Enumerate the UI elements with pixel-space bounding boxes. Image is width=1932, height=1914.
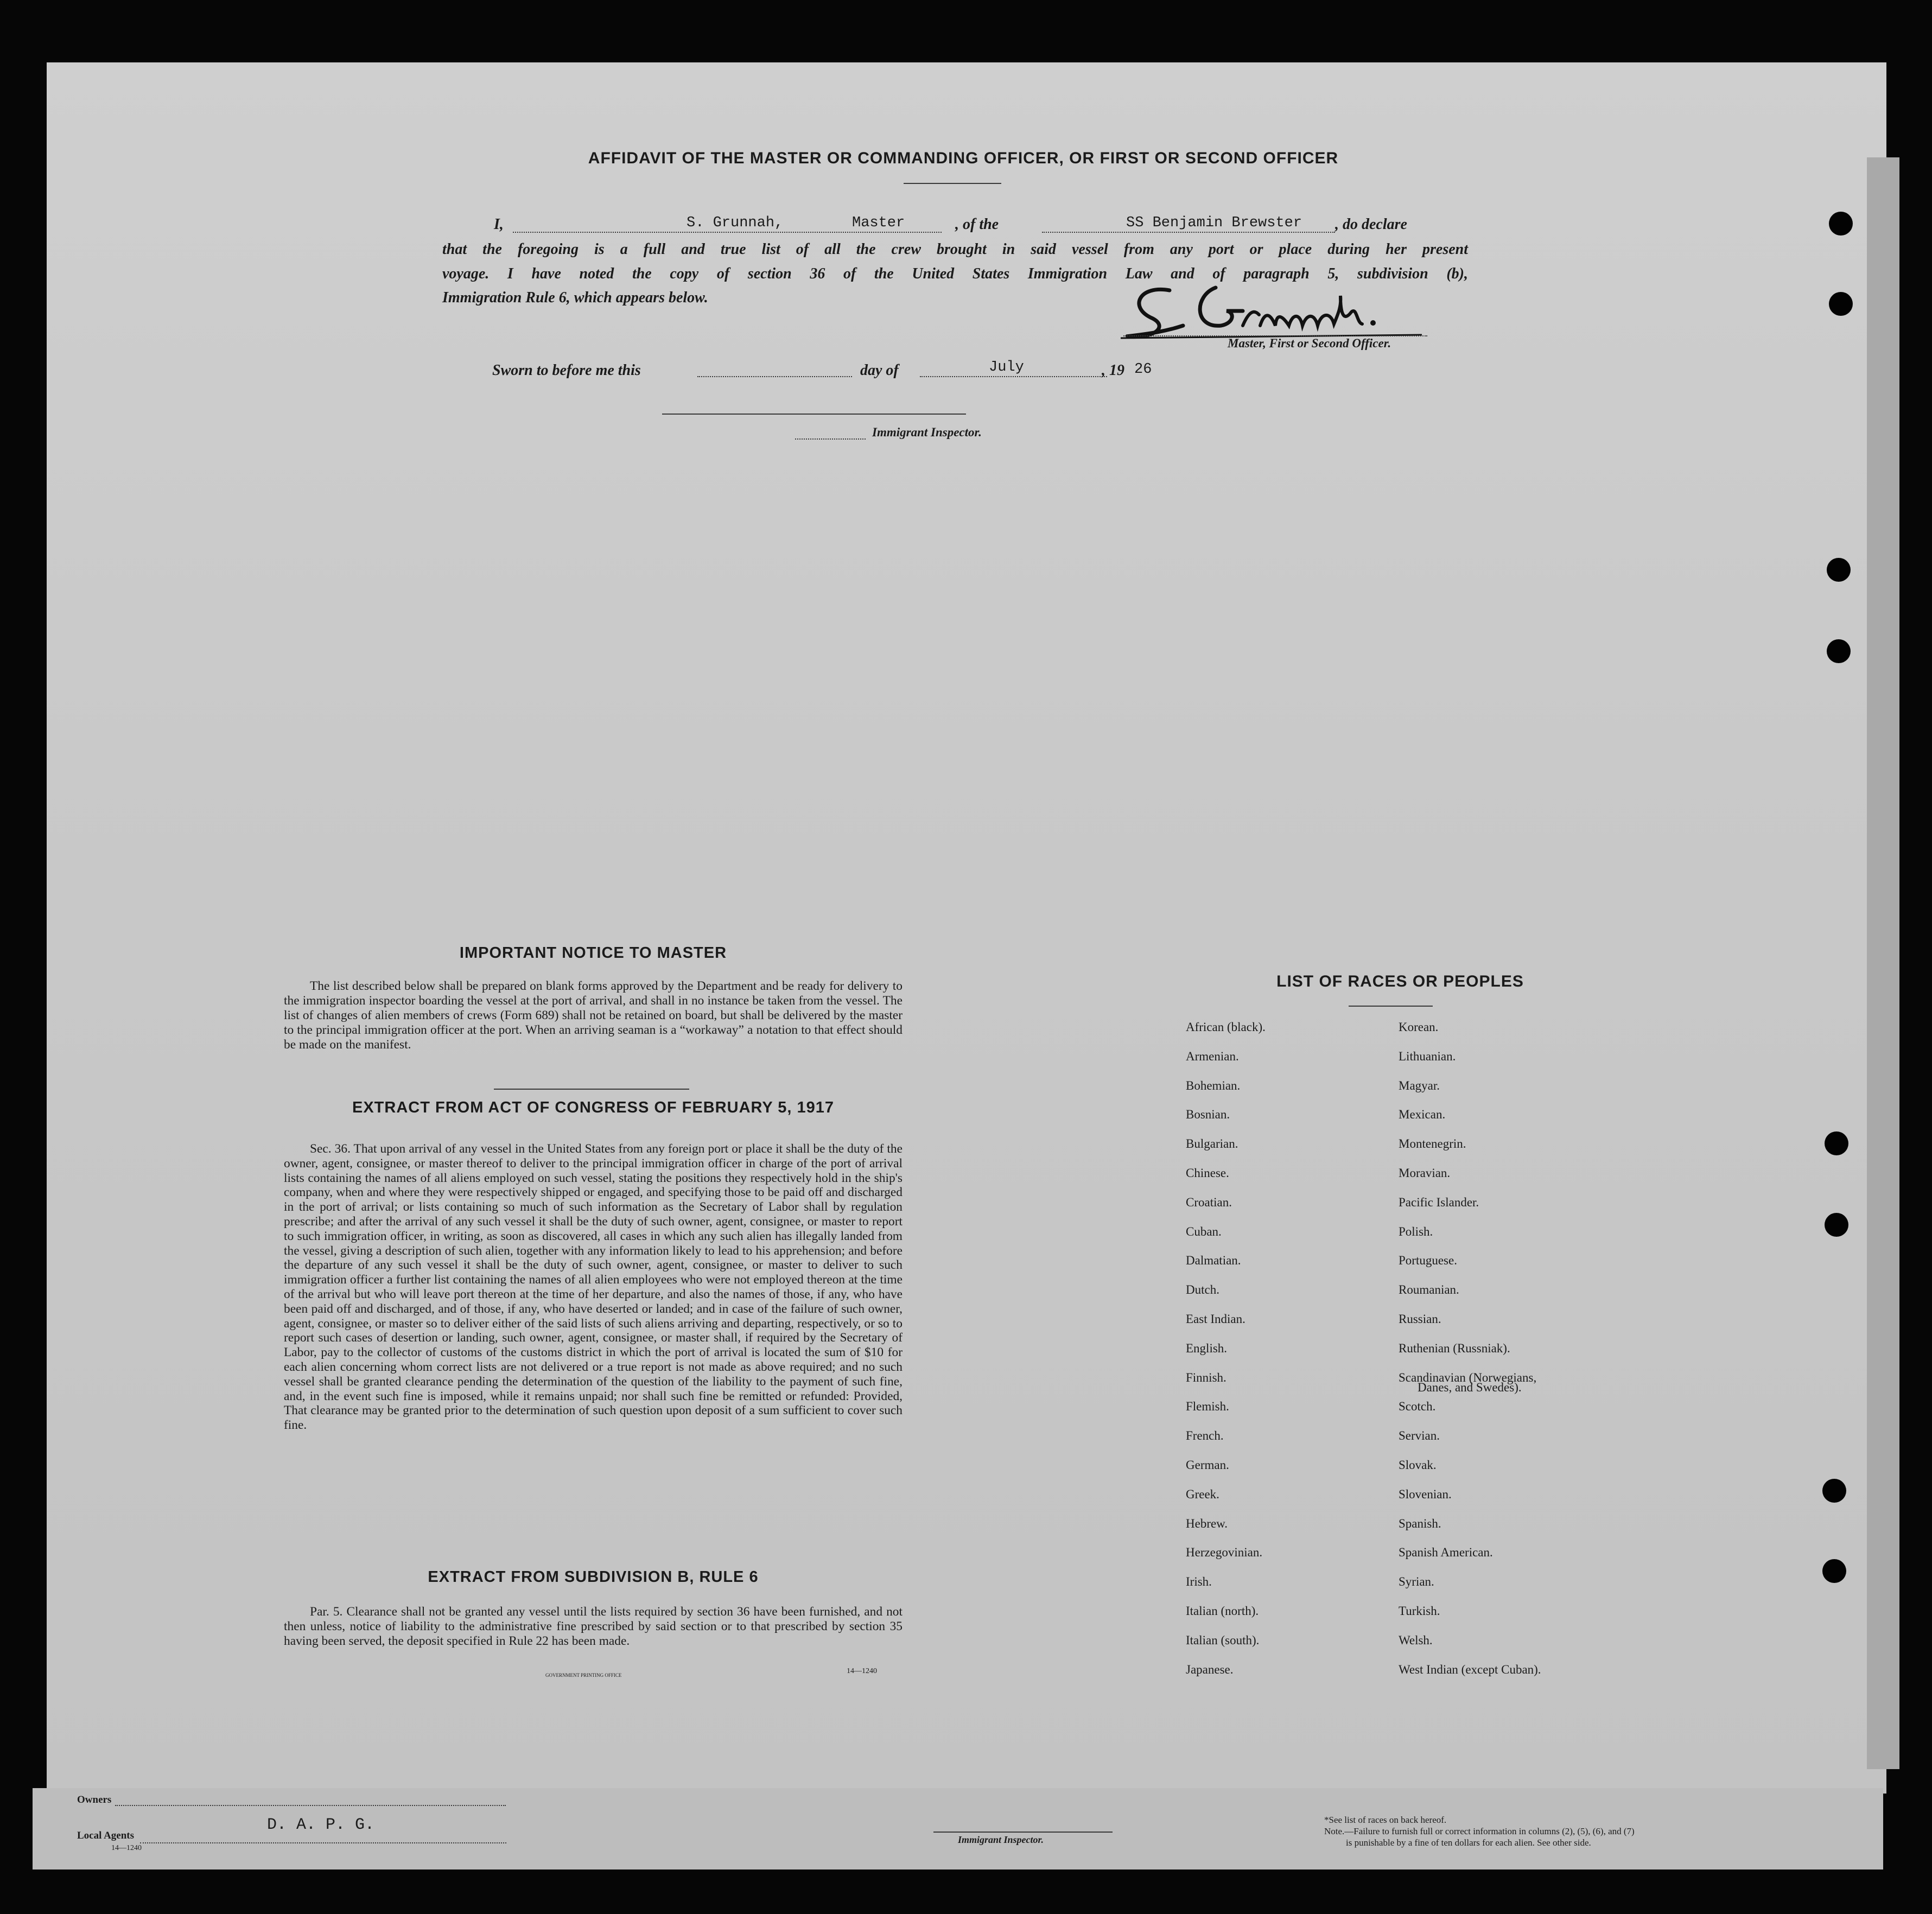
affidavit-line-2: that the foregoing is a full and true list of all the crew brought in said vessel from any port or place during her present [442, 241, 1468, 258]
footer-note-1: Note.—Failure to furnish full or correct information in columns (2), (5), (6), and (7) [1324, 1826, 1635, 1836]
punch-hole [1822, 1479, 1846, 1503]
race-item: Chinese. [1186, 1166, 1229, 1180]
notice-title: IMPORTANT NOTICE TO MASTER [459, 944, 727, 962]
race-scandinavian-cont: Danes, and Swedes). [1418, 1381, 1522, 1394]
race-item: German. [1186, 1458, 1229, 1472]
race-item: Greek. [1186, 1487, 1219, 1501]
extract-rule-title: EXTRACT FROM SUBDIVISION B, RULE 6 [428, 1568, 759, 1586]
race-item: Japanese. [1186, 1662, 1234, 1676]
notice-body-box [284, 979, 903, 1052]
extract-act-body-box [284, 1142, 903, 1433]
race-item: Herzegovinian. [1186, 1546, 1263, 1560]
master-signature [1118, 274, 1427, 345]
race-item: Montenegrin. [1399, 1137, 1466, 1151]
section-divider [494, 1089, 689, 1090]
race-item: Croatian. [1186, 1195, 1232, 1209]
race-item: Dalmatian. [1186, 1254, 1241, 1268]
affidavit-line-3: voyage. I have noted the copy of section 36 of the United States Immigration Law and of paragraph 5, subdivision (b), [442, 265, 1468, 282]
title-underline [904, 183, 1001, 184]
race-item: West Indian (except Cuban). [1399, 1662, 1541, 1676]
underlying-page-edge [1867, 157, 1899, 1769]
document-page [47, 62, 1886, 1794]
race-item: Roumanian. [1399, 1283, 1459, 1297]
master-rank: Master [852, 215, 905, 231]
sworn-text: Sworn to before me this [492, 362, 641, 379]
race-item: Polish. [1399, 1224, 1433, 1238]
inspector-dots [795, 438, 866, 440]
word-of-the: , of the [955, 216, 999, 233]
race-item: Lithuanian. [1399, 1049, 1456, 1063]
vessel-fill-line [1042, 232, 1335, 233]
sworn-day-line [697, 376, 852, 377]
race-item: Welsh. [1399, 1633, 1433, 1647]
word-day-of: day of [860, 362, 899, 379]
race-item: Spanish American. [1399, 1546, 1493, 1560]
race-item: East Indian. [1186, 1312, 1245, 1326]
extract-act-body: Sec. 36. That upon arrival of any vessel in the United States from any foreign port or place it shall be the duty of the owner, agent, consignee, or master thereof to deliver to the principal immigration officer in charge of the port of arrival lists containing the names of all aliens employed on such vessel, stating the positions they respectively hold in the ship's company, when and where they were respectively shipped or engaged, and specifying those to be paid off and discharged in the port of arrival; or lists containing so much of such information as the Secretary of Labor shall by regulation prescribe; and after the arrival of any such vessel it shall be the duty of such owner, agent, consignee, or master to report to such immigration officer, in writing, as soon as discovered, all cases in which any such alien has illegally landed from the vessel, giving a description of such alien, together with any information likely to lead to his apprehension; and before the departure of any such vessel it shall be the duty of such owner, agent, consignee, or master to deliver to such immigration officer a further list containing the names of all alien employees who were not employed thereon at the time of the arrival but who will leave port thereon at the time of her departure, and also the names of those, if any, who have been paid off and discharged, and of those, if any, who have deserted or landed; and in case of the failure of such owner, agent, consignee, or master so to deliver either of the said lists of such aliens arriving and departing, respectively, or so to report such cases of desertion or landing, such owner, agent, consignee, or master shall, if required by the Secretary of Labor, pay to the collector of customs of the customs district in which the port of arrival is located the sum of $10 for each alien concerning whom correct lists are not delivered or a true report is not made as above required; and no such vessel shall be granted clearance pending the determination of the question of the liability to the payment of such fine, and, in the event such fine is imposed, while it remains unpaid; nor shall such fine be remitted or refunded: Provided, That clearance may be granted prior to the determination of such question upon deposit of a sum sufficient to cover such fine. [284, 1142, 903, 1433]
race-item: Italian (north). [1186, 1604, 1259, 1618]
year-prefix: , 19 [1102, 362, 1124, 379]
master-name: S. Grunnah, [687, 215, 784, 231]
race-item: Pacific Islander. [1399, 1195, 1479, 1209]
form-number: 14—1240 [847, 1667, 877, 1675]
extract-rule-body-box [284, 1605, 903, 1649]
races-right-column [1399, 1020, 1541, 1692]
affidavit-line-4: Immigration Rule 6, which appears below. [442, 289, 708, 306]
race-item: Russian. [1399, 1312, 1441, 1326]
vessel-name: SS Benjamin Brewster [1126, 215, 1302, 231]
race-item: Spanish. [1399, 1516, 1441, 1530]
race-item: Irish. [1186, 1575, 1212, 1589]
race-item: Cuban. [1186, 1224, 1222, 1238]
race-item: Bosnian. [1186, 1108, 1230, 1122]
footer-inspector-caption: Immigrant Inspector. [958, 1834, 1044, 1845]
races-left-column [1186, 1020, 1266, 1692]
year-suffix: 26 [1134, 361, 1152, 378]
race-item: Bohemian. [1186, 1078, 1241, 1092]
footer-form-number: 14—1240 [111, 1844, 142, 1852]
race-item: African (black). [1186, 1020, 1266, 1034]
footer-note-2: is punishable by a fine of ten dollars for each alien. See other side. [1346, 1837, 1591, 1848]
extract-act-title: EXTRACT FROM ACT OF CONGRESS OF FEBRUARY 5, 1917 [352, 1099, 835, 1116]
local-agents-line [140, 1842, 506, 1843]
race-item: Finnish. [1186, 1370, 1226, 1384]
race-item: Italian (south). [1186, 1633, 1260, 1647]
punch-hole [1825, 1213, 1848, 1237]
races-title: LIST OF RACES OR PEOPLES [1276, 972, 1524, 990]
race-item: Servian. [1399, 1429, 1440, 1443]
race-item: Portuguese. [1399, 1254, 1457, 1268]
races-title-underline [1349, 1006, 1433, 1007]
race-item: Bulgarian. [1186, 1137, 1238, 1151]
notice-body: The list described below shall be prepared on blank forms approved by the Department and be ready for delivery to the immigration inspector boarding the vessel at the port of arrival, and shall in no instance be taken from the vessel. The list of changes of alien members of crews (Form 689) shall not be retained on board, but shall be delivered by the master to the principal immigration officer at the port. When an arriving seaman is a “workaway” a notation to that effect should be made on the manifest. [284, 979, 903, 1052]
race-item: Turkish. [1399, 1604, 1440, 1618]
punch-hole [1829, 212, 1853, 236]
owners-label: Owners [77, 1794, 112, 1805]
printer-imprint: GOVERNMENT PRINTING OFFICE [545, 1673, 622, 1678]
sworn-month: July [989, 359, 1024, 376]
signature-caption: Master, First or Second Officer. [1228, 336, 1391, 350]
punch-hole [1827, 558, 1851, 582]
race-item: Magyar. [1399, 1078, 1440, 1092]
race-item: Korean. [1399, 1020, 1439, 1034]
punch-hole [1825, 1131, 1848, 1155]
extract-rule-body: Par. 5. Clearance shall not be granted any vessel until the lists required by section 36 have been furnished, and not then unless, notice of liability to the administrative fine prescribed by said section or to that prescribed by section 35 having been served, the deposit specified in Rule 22 has been made. [284, 1605, 903, 1648]
race-item: Flemish. [1186, 1400, 1229, 1414]
inspector-caption: Immigrant Inspector. [872, 425, 982, 439]
local-agents-value: D. A. P. G. [267, 1816, 375, 1834]
name-fill-line [513, 232, 942, 233]
race-item: Armenian. [1186, 1049, 1239, 1063]
punch-hole [1829, 292, 1853, 316]
race-item: French. [1186, 1429, 1224, 1443]
race-item: Mexican. [1399, 1108, 1446, 1122]
word-i: I, [494, 216, 504, 233]
punch-hole [1827, 639, 1851, 663]
race-item: Scotch. [1399, 1400, 1436, 1414]
local-agents-label: Local Agents [77, 1830, 135, 1841]
race-item: Slovak. [1399, 1458, 1437, 1472]
race-item: Scandinavian (Norwegians, [1399, 1370, 1537, 1384]
owners-line [115, 1805, 506, 1806]
footer-note-races: *See list of races on back hereof. [1324, 1815, 1447, 1825]
punch-hole [1822, 1559, 1846, 1583]
race-item: Moravian. [1399, 1166, 1451, 1180]
race-item: Dutch. [1186, 1283, 1219, 1297]
affidavit-title: AFFIDAVIT OF THE MASTER OR COMMANDING OFFICER, OR FIRST OR SECOND OFFICER [588, 149, 1339, 167]
race-item: Slovenian. [1399, 1487, 1452, 1501]
race-item: Ruthenian (Russniak). [1399, 1341, 1510, 1355]
race-item: Hebrew. [1186, 1516, 1228, 1530]
sworn-month-line [920, 376, 1107, 377]
race-item: English. [1186, 1341, 1228, 1355]
word-declare: , do declare [1335, 216, 1407, 233]
race-item: Syrian. [1399, 1575, 1434, 1589]
footer-inspector-line [933, 1832, 1113, 1833]
inspector-signature-line [662, 414, 966, 415]
